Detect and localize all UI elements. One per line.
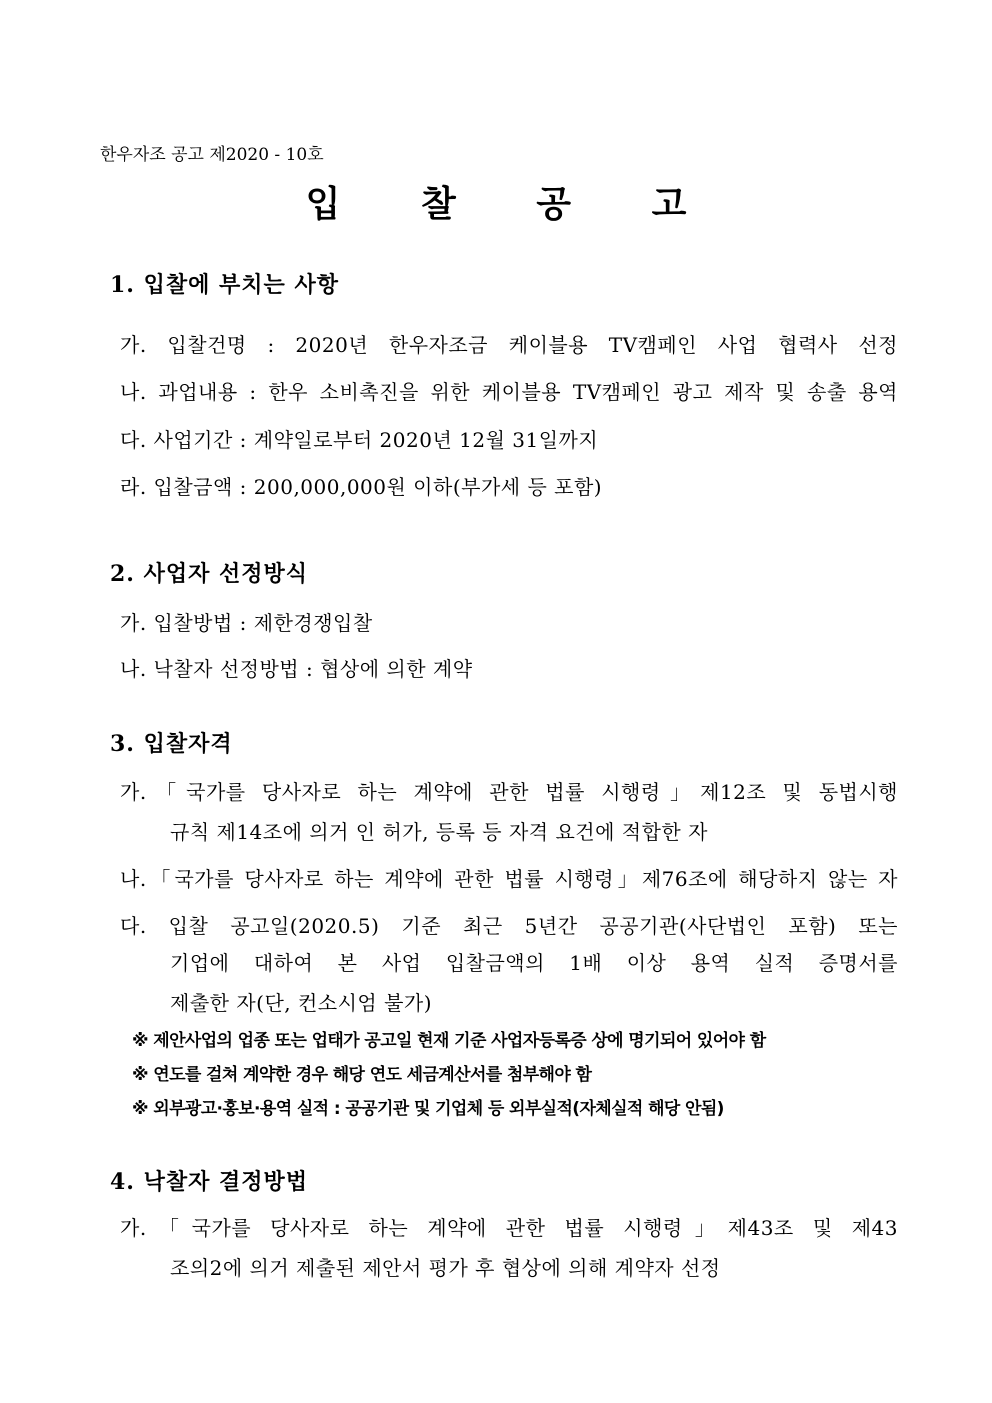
section-4-heading: 4. 낙찰자 결정방법 [110, 1169, 309, 1195]
section-3-note: ※ 외부광고·홍보·용역 실적 : 공공기관 및 기업체 등 외부실적(자체실적 해당 안됨) [132, 1099, 724, 1119]
section-1-heading: 1. 입찰에 부치는 사항 [110, 272, 339, 298]
section-3-item-a: 가.「국가를 당사자로 하는 계약에 관한 법률 시행령」제12조 및 동법시행 [120, 780, 898, 804]
section-3-item-a-cont: 규칙 제14조에 의거 인 허가, 등록 등 자격 요건에 적합한 자 [170, 820, 708, 844]
section-3-note: ※ 제안사업의 업종 또는 업태가 공고일 현재 기준 사업자등록증 상에 명기되어 있어야 함 [132, 1031, 766, 1051]
section-3-heading: 3. 입찰자격 [110, 731, 233, 757]
section-3-item-c-cont-2: 제출한 자(단, 컨소시엄 불가) [170, 991, 433, 1015]
section-2-item-method: 가. 입찰방법 : 제한경쟁입찰 [120, 611, 373, 635]
section-3-item-c: 다. 입찰 공고일(2020.5) 기준 최근 5년간 공공기관(사단법인 포함) 또는 [120, 914, 898, 938]
section-1-item-bid-name: 가. 입찰건명 : 2020년 한우자조금 케이블용 TV캠페인 사업 협력사 선정 [120, 333, 898, 357]
section-4-item-a-cont: 조의2에 의거 제출된 제안서 평가 후 협상에 의해 계약자 선정 [170, 1256, 721, 1280]
section-3-item-b: 나.「국가를 당사자로 하는 계약에 관한 법률 시행령」제76조에 해당하지 않는 자 [120, 867, 898, 891]
section-1-item-amount: 라. 입찰금액 : 200,000,000원 이하(부가세 등 포함) [120, 475, 603, 499]
section-1-item-period: 다. 사업기간 : 계약일로부터 2020년 12월 31일까지 [120, 428, 599, 452]
section-2-heading: 2. 사업자 선정방식 [110, 561, 309, 587]
section-1-item-task-content: 나. 과업내용 : 한우 소비촉진을 위한 케이블용 TV캠페인 광고 제작 및 송출 용역 [120, 380, 898, 404]
section-3-note: ※ 연도를 걸쳐 계약한 경우 해당 연도 세금계산서를 첨부해야 함 [132, 1065, 592, 1085]
section-4-item-a: 가.「국가를 당사자로 하는 계약에 관한 법률 시행령」제43조 및 제43 [120, 1216, 898, 1240]
document-title: 입 찰 공 고 [305, 184, 721, 225]
notice-number: 한우자조 공고 제2020 - 10호 [100, 145, 324, 165]
section-3-item-c-cont-1: 기업에 대하여 본 사업 입찰금액의 1배 이상 용역 실적 증명서를 [170, 951, 898, 975]
section-2-item-selection: 나. 낙찰자 선정방법 : 협상에 의한 계약 [120, 657, 473, 681]
